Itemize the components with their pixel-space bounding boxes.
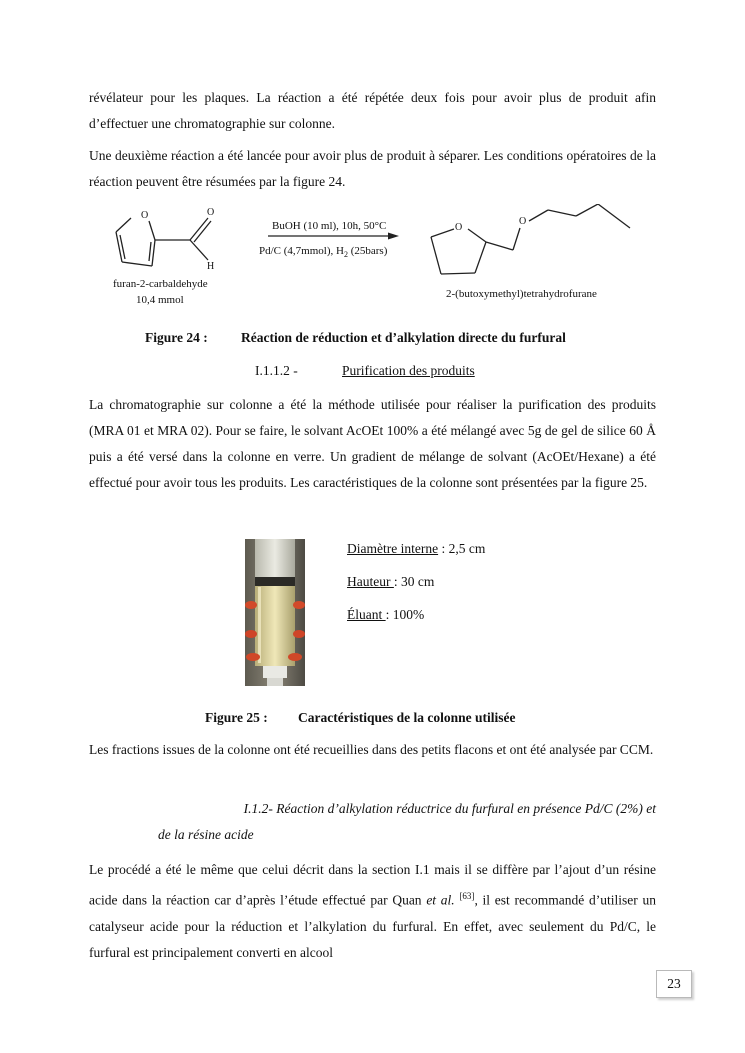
diameter-label: Diamètre interne (347, 541, 439, 556)
ring-oxygen-label: O (141, 210, 149, 221)
figure-25-number: Figure 25 : (205, 710, 268, 725)
subsection-heading-line-1: I.1.2- Réaction d’alkylation réductrice du furfural en présence Pd/C (2%) et (243, 801, 656, 816)
section-title: Purification des produits (342, 363, 475, 378)
column-diameter (347, 541, 485, 557)
column-height (347, 574, 434, 590)
height-value: : 30 cm (393, 574, 435, 589)
et-al: et al. (426, 892, 455, 908)
eluent-value: : 100% (385, 607, 425, 622)
page-number: 23 (656, 970, 692, 998)
thf-oxygen-label: O (455, 222, 463, 233)
butoxymethyl-thf-structure (424, 204, 636, 284)
ether-oxygen-label: O (519, 216, 527, 227)
paragraph-intro: révélateur pour les plaques. La réaction a été répétée deux fois pour avoir plus de produit afin d’effectuer une chromatographie sur colonne. (89, 90, 656, 131)
height-label: Hauteur (347, 574, 394, 589)
diameter-value: : 2,5 cm (438, 541, 486, 556)
citation-63: [63] (459, 891, 475, 901)
paragraph-fractions: Les fractions issues de la colonne ont été recueillies dans des petits flacons et ont été analysée par CCM. (89, 742, 654, 757)
paragraph-purification: La chromatographie sur colonne a été la méthode utilisée pour réaliser la purification des produits (MRA 01 et MRA 02). Pour se faire, le solvant AcOEt 100% a été mélangé avec 5g de gel de silice 60 Å puis a été versé dans la colonne en verre. Un gradient de mélange de solvant (AcOEt/Hexane) a été effectué pour avoir tous les produits. Les caractéristiques de la colonne sont présentées par la figure 25. (89, 397, 656, 490)
figure-25-title: Caractéristiques de la colonne utilisée (298, 710, 516, 725)
reaction-arrow (268, 231, 400, 241)
figure-25-caption (205, 710, 515, 726)
reaction-condition-top: BuOH (10 ml), 10h, 50°C (272, 220, 387, 232)
figure-24-number: Figure 24 : (145, 330, 208, 345)
chromatography-column-photo (245, 539, 305, 686)
reactant-amount: 10,4 mmol (136, 294, 184, 306)
section-heading (255, 363, 475, 379)
eluent-label: Éluant (347, 607, 386, 622)
product-name: 2-(butoxymethyl)tetrahydrofurane (446, 288, 597, 300)
figure-24-caption (145, 330, 566, 346)
carbonyl-oxygen-label: O (207, 207, 215, 218)
reactant-name: furan-2-carbaldehyde (113, 278, 208, 290)
paragraph-procedure: Le procédé a été le même que celui décrit dans la section I.1 mais il se diffère par l’ajout d’un résine acide dans la réaction car d’après l’étude effectué par Quan et al. [63], il est recommandé d’utiliser un catalyseur acide pour la réduction et l’alkylation du furfural. En effet, avec seulement du Pd/C, le furfural est principalement converti en alcool (89, 862, 657, 960)
column-eluent (347, 607, 424, 623)
reaction-condition-bottom: Pd/C (4,7mmol), $H_2$ (25bars) (259, 245, 388, 260)
figure-24-title: Réaction de réduction et d’alkylation directe du furfural (241, 330, 566, 345)
paragraph-second-reaction: Une deuxième réaction a été lancée pour avoir plus de produit à séparer. Les conditions opératoires de la réaction peuvent être résumées par la figure 24. (89, 148, 656, 189)
subsection-heading-line-2: de la résine acide (158, 827, 254, 842)
aldehyde-hydrogen-label: H (207, 261, 215, 272)
section-number: I.1.1.2 - (255, 363, 298, 378)
